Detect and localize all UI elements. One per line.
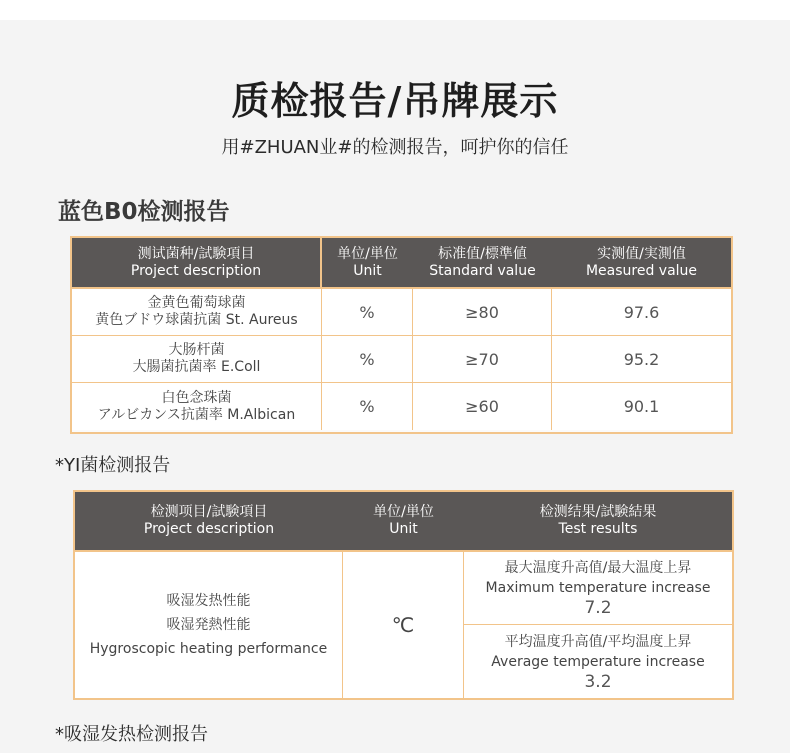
result-label-zh: 最大温度升高值/最大温度上昇 xyxy=(504,560,692,576)
standard-cell: ≥80 xyxy=(413,289,552,336)
header-zh: 检测项目/試験項目 xyxy=(150,504,268,520)
header-zh: 检测结果/試験結果 xyxy=(539,504,657,520)
item-name-jp: アルビカンス抗菌率 M.Albican xyxy=(97,406,296,423)
result-label-en: Average temperature increase xyxy=(491,653,705,670)
measured-cell: 90.1 xyxy=(552,383,731,430)
table-header-row xyxy=(75,492,732,552)
item-line-jp: 吸湿発熱性能 xyxy=(166,617,251,633)
item-name-zh: 白色念珠菌 xyxy=(161,389,232,406)
header-en: Project description xyxy=(143,521,275,537)
result-cell xyxy=(464,625,732,698)
header-cell xyxy=(322,238,413,289)
result-label-en: Maximum temperature increase xyxy=(485,580,711,596)
antibacterial-table xyxy=(70,236,733,434)
table-row xyxy=(75,552,732,625)
unit-cell: % xyxy=(322,336,413,383)
note-antibacterial: *YI菌检测报告 xyxy=(55,455,171,476)
measured-cell: 97.6 xyxy=(552,289,731,336)
heating-table-grid xyxy=(75,492,732,698)
header-cell xyxy=(343,492,464,552)
standard-cell: ≥70 xyxy=(413,336,552,383)
measured-cell: 95.2 xyxy=(552,336,731,383)
note-heating: *吸湿发热检测报告 xyxy=(55,724,208,745)
result-label-zh: 平均温度升高值/平均温度上昇 xyxy=(504,633,692,650)
header-cell xyxy=(72,238,322,289)
unit-cell: ℃ xyxy=(343,552,464,698)
header-zh: 标准值/標準値 xyxy=(438,245,527,262)
antibacterial-table-grid xyxy=(72,238,731,430)
header-zh: 实测值/実測值 xyxy=(597,245,686,262)
header-en: Standard value xyxy=(429,262,536,279)
header-en: Project description xyxy=(130,262,262,279)
section-title-antibacterial: 蓝色B0检测报告 xyxy=(58,199,230,225)
item-line-zh: 吸湿发热性能 xyxy=(166,593,251,609)
table-row xyxy=(72,383,731,430)
table-row xyxy=(72,289,731,336)
page-subtitle: 用#ZHUAN业#的检测报告，呵护你的信任 xyxy=(221,137,569,158)
header-en: Measured value xyxy=(585,262,698,279)
page-title: 质检报告/吊牌展示 xyxy=(231,79,559,123)
item-name-jp: 黄色ブドウ球菌抗菌 St. Aureus xyxy=(95,312,298,328)
header-en: Unit xyxy=(389,521,418,537)
item-cell xyxy=(72,336,322,383)
table-row xyxy=(72,336,731,383)
heating-table xyxy=(73,490,734,700)
header-zh: 单位/単位 xyxy=(337,245,398,262)
unit-cell: % xyxy=(322,289,413,336)
standard-cell: ≥60 xyxy=(413,383,552,430)
item-cell xyxy=(75,552,343,698)
header-cell xyxy=(552,238,731,289)
item-cell xyxy=(72,289,322,336)
item-cell xyxy=(72,383,322,430)
item-name-zh: 金黄色葡萄球菌 xyxy=(147,295,246,311)
header-en: Unit xyxy=(353,262,382,279)
item-line-en: Hygroscopic heating performance xyxy=(89,641,328,657)
header-cell xyxy=(413,238,552,289)
header-cell xyxy=(75,492,343,552)
top-strip xyxy=(0,0,790,20)
result-value: 3.2 xyxy=(584,671,612,692)
result-cell xyxy=(464,552,732,625)
header-zh: 测试菌种/試験項目 xyxy=(137,245,255,262)
unit-cell: % xyxy=(322,383,413,430)
header-zh: 单位/単位 xyxy=(373,504,434,520)
item-name-zh: 大肠杆菌 xyxy=(168,342,225,358)
item-name-jp: 大腸菌抗菌率 E.Coll xyxy=(132,359,261,375)
header-en: Test results xyxy=(558,521,638,537)
result-value: 7.2 xyxy=(584,598,612,618)
table-header-row xyxy=(72,238,731,289)
header-cell xyxy=(464,492,732,552)
